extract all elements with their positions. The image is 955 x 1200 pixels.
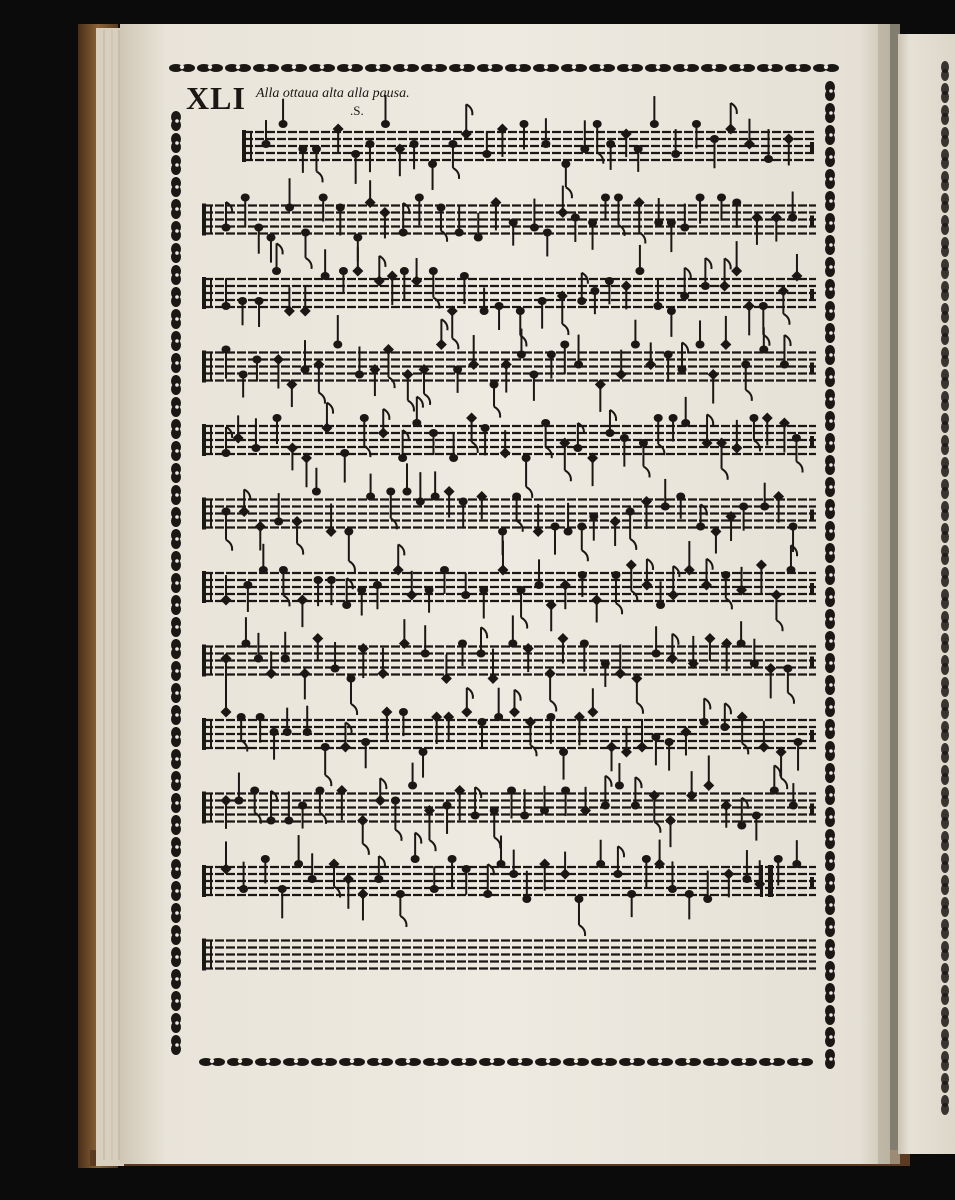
border-ornament [171,375,181,395]
border-ornament [171,793,181,813]
border-ornament [171,221,181,241]
border-ornament [171,1013,181,1033]
border-ornament [825,785,835,805]
border-ornament [825,851,835,871]
border-ornament [825,697,835,717]
border-ornament [825,125,835,145]
border-ornament [171,441,181,461]
border-ornament [171,111,181,131]
border-ornament [171,507,181,527]
border-ornament [171,177,181,197]
border-ornament [825,1005,835,1025]
border-ornament [825,631,835,651]
border-ornament [171,705,181,725]
border-ornament [825,807,835,827]
border-ornament [825,983,835,1003]
border-ornament [825,521,835,541]
border-ornament [825,917,835,937]
border-ornament [825,433,835,453]
border-ornament [171,133,181,153]
border-ornament [825,279,835,299]
border-ornament [825,587,835,607]
border-ornament [171,287,181,307]
border-ornament [171,397,181,417]
border-ornament [825,1049,835,1069]
border-ornament [171,749,181,769]
border-ornament [825,81,835,101]
border-ornament [171,661,181,681]
border-ornament [825,323,835,343]
border-ornament [825,169,835,189]
gutter-shadow [878,24,900,1164]
border-ornament [825,829,835,849]
border-ornament [825,235,835,255]
border-ornament [171,1035,181,1055]
border-ornament [171,485,181,505]
border-ornament [171,969,181,989]
border-ornament [171,265,181,285]
border-ornament [825,675,835,695]
border-ornament [171,727,181,747]
border-ornament [825,389,835,409]
page-heading: Alla ottaua alta alla pausa. [256,86,410,101]
border-ornament [171,903,181,923]
border-ornament [171,595,181,615]
segno-mark: .S. [350,103,364,118]
border-ornament [171,463,181,483]
page-number: XLI [186,80,246,116]
border-ornament [171,947,181,967]
border-ornament [825,367,835,387]
border-ornament [825,455,835,475]
border-ornament [825,741,835,761]
border-ornament [825,763,835,783]
border-ornament [825,565,835,585]
border-ornament [171,155,181,175]
border-ornament [825,499,835,519]
border-ornament [825,301,835,321]
border-ornament [825,939,835,959]
border-ornament [171,529,181,549]
border-ornament [171,859,181,879]
border-ornament [171,551,181,571]
border-ornament [171,331,181,351]
border-ornament [825,895,835,915]
border-ornament [171,309,181,329]
border-ornament [825,411,835,431]
border-ornament [825,609,835,629]
border-ornament [171,573,181,593]
border-ornament [171,353,181,373]
border-ornament [171,243,181,263]
border-ornament [825,257,835,277]
page-stack-edge [96,28,124,1166]
border-ornament [171,991,181,1011]
border-ornament [825,961,835,981]
border-ornament [171,199,181,219]
border-ornament [825,213,835,233]
border-ornament [171,837,181,857]
border-ornament [825,873,835,893]
border-ornament [171,771,181,791]
border-ornament [171,639,181,659]
border-ornament [171,815,181,835]
border-ornament [171,419,181,439]
border-ornament [825,477,835,497]
final-barline [768,865,773,897]
border-ornament [171,881,181,901]
border-ornament [825,147,835,167]
border-ornament [825,719,835,739]
border-ornament [825,103,835,123]
border-ornament [171,617,181,637]
border-ornament [825,345,835,365]
border-ornament [825,1027,835,1047]
border-ornament [825,543,835,563]
border-ornament [825,191,835,211]
border-ornament [171,925,181,945]
border-ornament [825,653,835,673]
border-ornament [171,683,181,703]
final-barline [760,865,763,897]
